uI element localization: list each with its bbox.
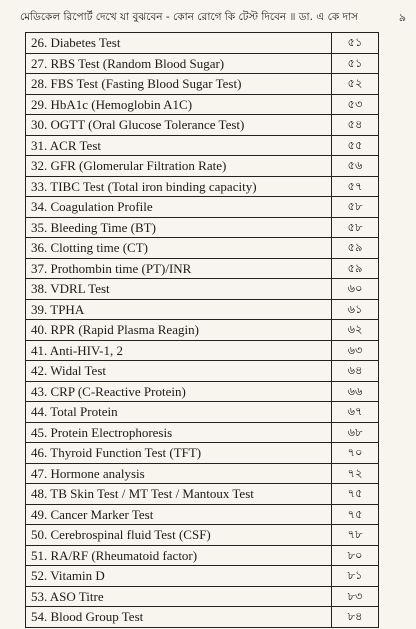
entry-page-number: ৫৯ — [332, 238, 379, 259]
table-row — [26, 504, 379, 525]
entry-page-number: ৫১ — [332, 33, 379, 54]
entry-title: 36. Clotting time (CT) — [26, 238, 332, 259]
entry-title: 31. ACR Test — [26, 135, 332, 156]
entry-title: 54. Blood Group Test — [26, 607, 332, 628]
entry-title: 33. TIBC Test (Total iron binding capacity) — [26, 176, 332, 197]
entry-title: 50. Cerebrospinal fluid Test (CSF) — [26, 525, 332, 546]
table-row — [26, 197, 379, 218]
entry-title: 47. Hormone analysis — [26, 463, 332, 484]
entry-title: 48. TB Skin Test / MT Test / Mantoux Test — [26, 484, 332, 505]
entry-title: 34. Coagulation Profile — [26, 197, 332, 218]
entry-page-number: ৭৫ — [332, 504, 379, 525]
table-row — [26, 443, 379, 464]
entry-title: 45. Protein Electrophoresis — [26, 422, 332, 443]
table-row — [26, 94, 379, 115]
table-row — [26, 361, 379, 382]
table-row — [26, 135, 379, 156]
entry-title: 37. Prothombin time (PT)/INR — [26, 258, 332, 279]
entry-title: 35. Bleeding Time (BT) — [26, 217, 332, 238]
entry-title: 49. Cancer Marker Test — [26, 504, 332, 525]
entry-title: 38. VDRL Test — [26, 279, 332, 300]
table-row — [26, 33, 379, 54]
table-row — [26, 545, 379, 566]
table-row — [26, 402, 379, 423]
table-row — [26, 525, 379, 546]
table-row — [26, 463, 379, 484]
entry-page-number: ৫৩ — [332, 94, 379, 115]
table-row — [26, 258, 379, 279]
entry-page-number: ৭৫ — [332, 484, 379, 505]
table-row — [26, 320, 379, 341]
table-row — [26, 53, 379, 74]
entry-title: 41. Anti-HIV-1, 2 — [26, 340, 332, 361]
entry-title: 46. Thyroid Function Test (TFT) — [26, 443, 332, 464]
table-row — [26, 156, 379, 177]
table-row — [26, 279, 379, 300]
entry-title: 44. Total Protein — [26, 402, 332, 423]
table-row — [26, 74, 379, 95]
entry-title: 51. RA/RF (Rheumatoid factor) — [26, 545, 332, 566]
table-row — [26, 217, 379, 238]
table-row — [26, 607, 379, 628]
entry-page-number: ৬৭ — [332, 402, 379, 423]
entry-page-number: ৬৮ — [332, 422, 379, 443]
entry-page-number: ৭০ — [332, 443, 379, 464]
entry-page-number: ৫৮ — [332, 217, 379, 238]
contents-table — [25, 32, 379, 628]
page-number: ৯ — [398, 10, 406, 24]
entry-page-number: ৫৪ — [332, 115, 379, 136]
entry-page-number: ৬৩ — [332, 340, 379, 361]
entry-title: 40. RPR (Rapid Plasma Reagin) — [26, 320, 332, 341]
entry-page-number: ৬২ — [332, 320, 379, 341]
entry-title: 30. OGTT (Oral Glucose Tolerance Test) — [26, 115, 332, 136]
entry-title: 43. CRP (C-Reactive Protein) — [26, 381, 332, 402]
entry-page-number: ৮১ — [332, 566, 379, 587]
entry-page-number: ৮৩ — [332, 586, 379, 607]
entry-page-number: ৬১ — [332, 299, 379, 320]
entry-title: 32. GFR (Glomerular Filtration Rate) — [26, 156, 332, 177]
entry-page-number: ৫৭ — [332, 176, 379, 197]
entry-title: 29. HbA1c (Hemoglobin A1C) — [26, 94, 332, 115]
entry-page-number: ৬৪ — [332, 361, 379, 382]
table-row — [26, 115, 379, 136]
entry-title: 53. ASO Titre — [26, 586, 332, 607]
entry-title: 26. Diabetes Test — [26, 33, 332, 54]
contents-table-body — [26, 33, 379, 628]
entry-title: 39. TPHA — [26, 299, 332, 320]
entry-page-number: ৮৪ — [332, 607, 379, 628]
entry-title: 27. RBS Test (Random Blood Sugar) — [26, 53, 332, 74]
entry-title: 28. FBS Test (Fasting Blood Sugar Test) — [26, 74, 332, 95]
entry-page-number: ৬৬ — [332, 381, 379, 402]
table-row — [26, 238, 379, 259]
table-row — [26, 422, 379, 443]
entry-page-number: ৫৬ — [332, 156, 379, 177]
entry-page-number: ৫৯ — [332, 258, 379, 279]
table-row — [26, 566, 379, 587]
table-row — [26, 484, 379, 505]
entry-page-number: ৭২ — [332, 463, 379, 484]
entry-page-number: ৫১ — [332, 53, 379, 74]
entry-page-number: ৫২ — [332, 74, 379, 95]
entry-page-number: ৭৮ — [332, 525, 379, 546]
table-row — [26, 340, 379, 361]
running-header — [20, 9, 406, 27]
table-row — [26, 176, 379, 197]
entry-title: 52. Vitamin D — [26, 566, 332, 587]
header-title: মেডিকেল রিপোর্ট দেখে যা বুঝবেন - কোন রোগে কি টেস্ট দিবেন ॥ ডা. এ কে দাস — [20, 10, 359, 23]
entry-page-number: ৫৫ — [332, 135, 379, 156]
entry-page-number: ৫৮ — [332, 197, 379, 218]
table-row — [26, 299, 379, 320]
table-row — [26, 381, 379, 402]
entry-title: 42. Widal Test — [26, 361, 332, 382]
entry-page-number: ৮০ — [332, 545, 379, 566]
table-row — [26, 586, 379, 607]
entry-page-number: ৬০ — [332, 279, 379, 300]
